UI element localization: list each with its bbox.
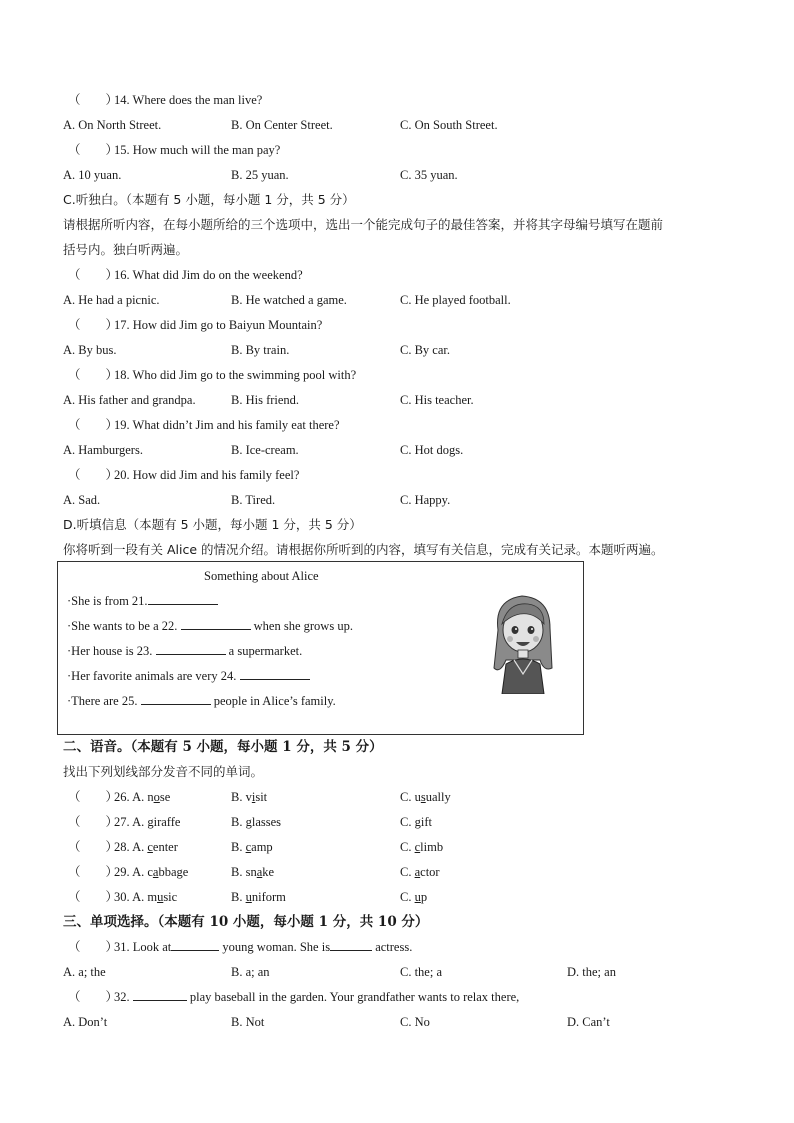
option-c: C. Hot dogs. <box>400 443 464 457</box>
answer-blank-25[interactable] <box>141 691 211 705</box>
option-c: C. gift <box>400 815 432 829</box>
option-a: A. He had a picnic. <box>63 293 160 307</box>
option-c: C. His teacher. <box>400 393 474 407</box>
part-2-instruction: 找出下列划线部分发音不同的单词。 <box>63 764 264 779</box>
answer-paren: （ ） <box>68 267 119 282</box>
option-c: C. the; a <box>400 965 443 979</box>
question-text: What didn’t Jim and his family eat there? <box>132 418 340 432</box>
question-text: Where does the man live? <box>132 93 263 107</box>
answer-blank-24[interactable] <box>240 666 310 680</box>
question-number: 17. <box>114 318 130 332</box>
section-d-title: D.听填信息（本题有 5 小题，每小题 1 分，共 5 分） <box>63 517 362 532</box>
blank-line-25: ·There are 25. people in Alice’s family. <box>67 691 336 711</box>
option-a: A. Hamburgers. <box>63 443 143 457</box>
answer-paren: （ ） <box>68 142 119 157</box>
question-27: （ ）27. A. giraffe <box>68 812 180 832</box>
question-number: 19. <box>114 418 130 432</box>
option-b: B. snake <box>231 865 275 879</box>
option-c: C. Happy. <box>400 493 451 507</box>
option-b: B. By train. <box>231 343 290 357</box>
answer-blank[interactable] <box>133 987 187 1001</box>
option-c: C. He played football. <box>400 293 511 307</box>
question-17 <box>68 315 322 335</box>
question-text: How did Jim go to Baiyun Mountain? <box>132 318 323 332</box>
blank-line-24: ·Her favorite animals are very 24. <box>67 666 310 686</box>
question-19 <box>68 415 340 435</box>
option-b: B. glasses <box>231 815 282 829</box>
girl-illustration <box>488 590 558 694</box>
section-c-title: C.听独白。（本题有 5 小题，每小题 1 分，共 5 分） <box>63 192 355 207</box>
answer-paren: （ ） <box>68 467 119 482</box>
option-a: A. a; the <box>63 965 106 979</box>
option-c: C. actor <box>400 865 440 879</box>
option-d: D. Can’t <box>567 1015 610 1029</box>
part-2-title: 二、语音。（本题有 5 小题，每小题 1 分，共 5 分） <box>63 739 383 755</box>
question-text: Who did Jim go to the swimming pool with? <box>132 368 357 382</box>
option-c: C. 35 yuan. <box>400 168 458 182</box>
answer-paren: （ ） <box>68 889 119 904</box>
answer-paren: （ ） <box>68 92 119 107</box>
underlined-letters: g <box>147 815 154 829</box>
answer-blank-22[interactable] <box>181 616 251 630</box>
question-29: （ ）29. A. cabbage <box>68 862 188 882</box>
option-b: B. He watched a game. <box>231 293 347 307</box>
question-28: （ ）28. A. center <box>68 837 178 857</box>
option-c: C. No <box>400 1015 430 1029</box>
section-d-instruction: 你将听到一段有关 Alice 的情况介绍。请根据你所听到的内容，填写有关信息，完成有关记录。本题听两遍。 <box>63 542 664 557</box>
question-number: 18. <box>114 368 130 382</box>
question-number: 15. <box>114 143 130 157</box>
question-31: （ ）31. Look at young woman. She is actress. <box>68 937 412 957</box>
part-3-title: 三、单项选择。（本题有 10 小题，每小题 1 分，共 10 分） <box>63 914 429 930</box>
option-b: B. visit <box>231 790 268 804</box>
answer-paren: （ ） <box>68 417 119 432</box>
option-c: C. climb <box>400 840 444 854</box>
question-14 <box>68 90 262 110</box>
answer-blank-21[interactable] <box>148 591 218 605</box>
answer-blank-23[interactable] <box>156 641 226 655</box>
answer-paren: （ ） <box>68 939 119 954</box>
question-text: What did Jim do on the weekend? <box>132 268 303 282</box>
option-b: B. On Center Street. <box>231 118 333 132</box>
alice-info-box <box>57 561 584 735</box>
option-a: A. 10 yuan. <box>63 168 122 182</box>
section-c-instruction-cont: 括号内。独白听两遍。 <box>63 242 189 257</box>
question-text: How did Jim and his family feel? <box>132 468 300 482</box>
question-number: 14. <box>114 93 130 107</box>
option-a: A. Don’t <box>63 1015 108 1029</box>
answer-paren: （ ） <box>68 864 119 879</box>
blank-line-22: ·She wants to be a 22. when she grows up. <box>67 616 353 636</box>
option-b: B. His friend. <box>231 393 300 407</box>
answer-paren: （ ） <box>68 317 119 332</box>
option-a: A. Sad. <box>63 493 101 507</box>
question-text: How much will the man pay? <box>132 143 281 157</box>
option-a: A. By bus. <box>63 343 117 357</box>
question-number: 20. <box>114 468 130 482</box>
underlined-letters: a <box>152 865 159 879</box>
option-a: A. His father and grandpa. <box>63 393 196 407</box>
question-26: （ ）26. A. nose <box>68 787 170 807</box>
blank-line-21: ·She is from 21. <box>67 591 218 611</box>
option-b: B. Ice-cream. <box>231 443 299 457</box>
option-b: B. Not <box>231 1015 265 1029</box>
alice-box-title: Something about Alice <box>204 569 319 583</box>
answer-paren: （ ） <box>68 814 119 829</box>
answer-paren: （ ） <box>68 789 119 804</box>
question-16 <box>68 265 303 285</box>
option-c: C. usually <box>400 790 451 804</box>
question-20 <box>68 465 299 485</box>
underlined-letters: u <box>157 890 164 904</box>
section-c-instruction: 请根据所听内容，在每小题所给的三个选项中，选出一个能完成句子的最佳答案，并将其字母编号填写在题前 <box>63 217 664 232</box>
question-32: （ ）32. play baseball in the garden. Your grandfather wants to relax there, <box>68 987 519 1007</box>
option-d: D. the; an <box>567 965 616 979</box>
blank-line-23: ·Her house is 23. a supermarket. <box>67 641 302 661</box>
underlined-letters: c <box>147 840 153 854</box>
option-c: C. up <box>400 890 428 904</box>
question-18 <box>68 365 356 385</box>
underlined-letters: o <box>153 790 160 804</box>
option-b: B. camp <box>231 840 273 854</box>
question-30: （ ）30. A. music <box>68 887 177 907</box>
option-b: B. Tired. <box>231 493 276 507</box>
answer-blank[interactable] <box>171 937 219 951</box>
question-15 <box>68 140 280 160</box>
option-b: B. 25 yuan. <box>231 168 289 182</box>
option-b: B. a; an <box>231 965 270 979</box>
answer-paren: （ ） <box>68 367 119 382</box>
option-a: A. On North Street. <box>63 118 162 132</box>
option-b: B. uniform <box>231 890 286 904</box>
answer-paren: （ ） <box>68 839 119 854</box>
option-c: C. By car. <box>400 343 450 357</box>
answer-blank[interactable] <box>330 937 372 951</box>
answer-paren: （ ） <box>68 989 119 1004</box>
option-c: C. On South Street. <box>400 118 498 132</box>
question-number: 16. <box>114 268 130 282</box>
